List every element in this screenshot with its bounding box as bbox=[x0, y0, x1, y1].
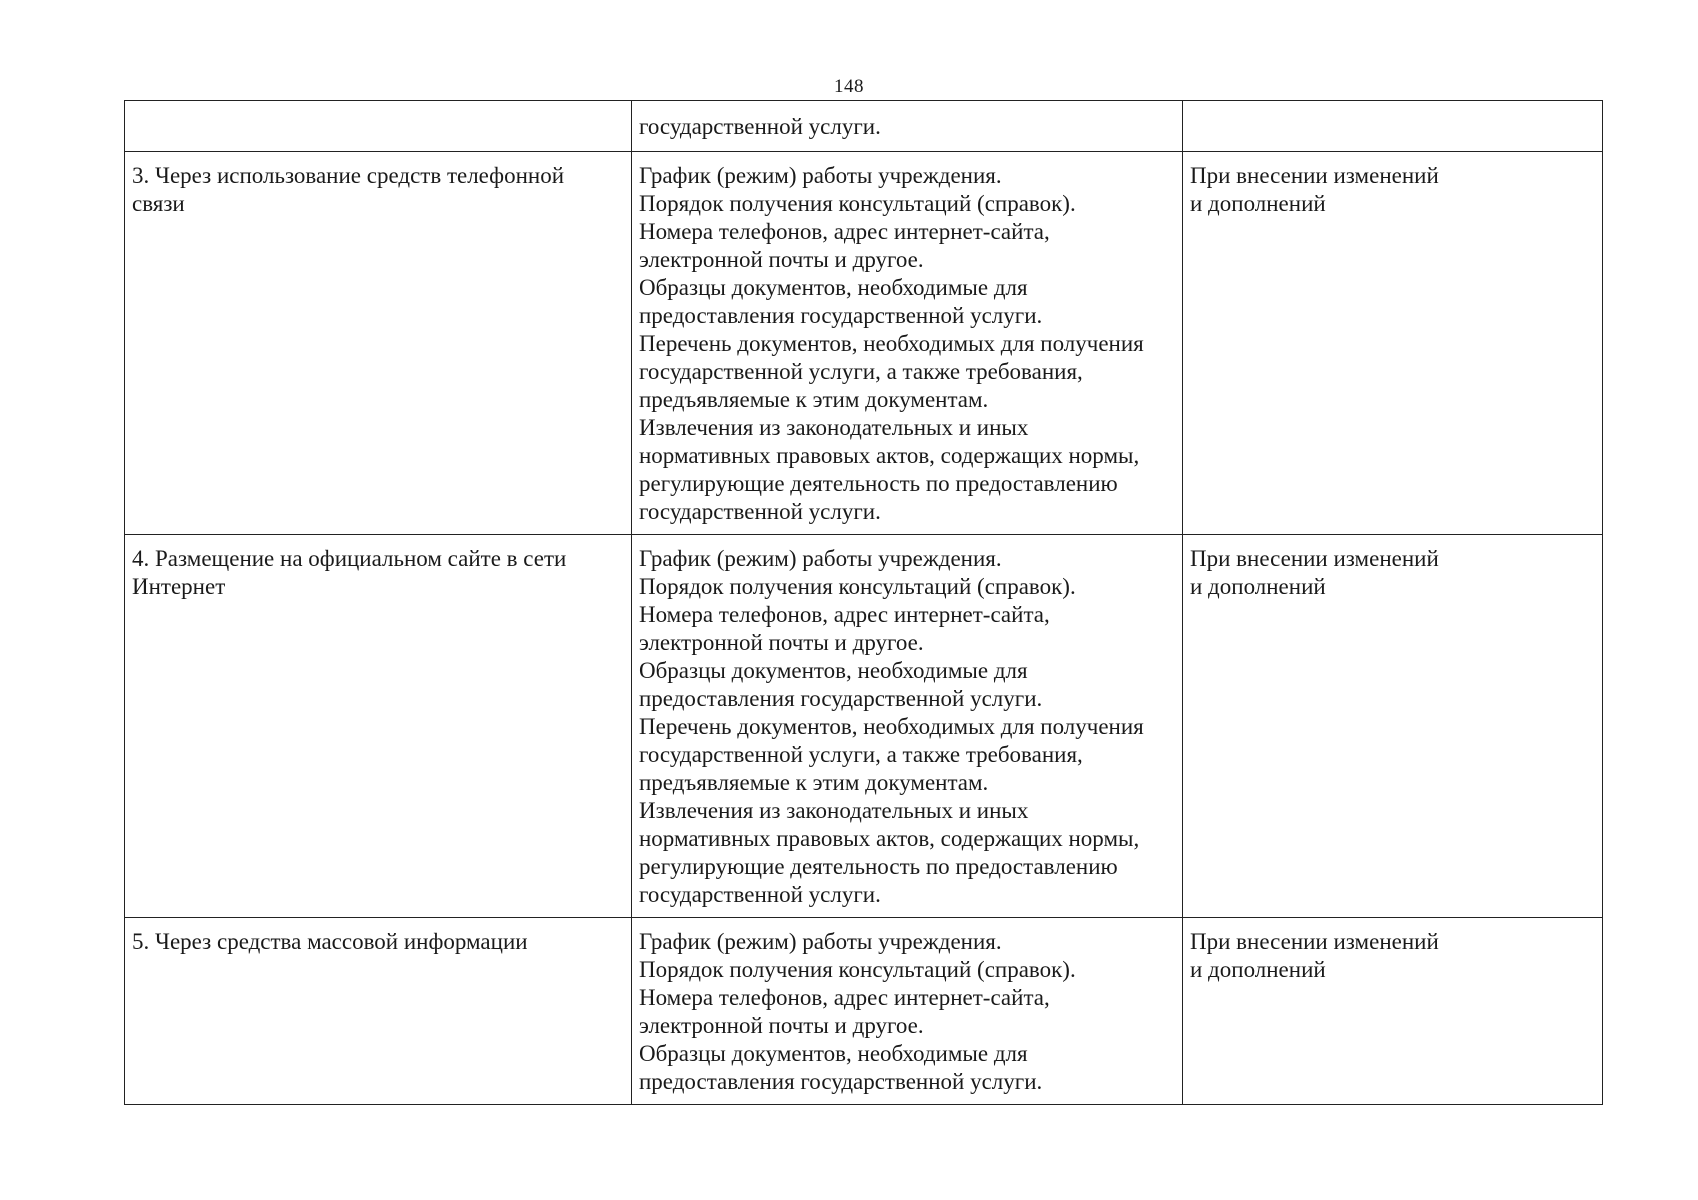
content-line: государственной услуги, а также требования, bbox=[639, 359, 1083, 384]
content-line: График (режим) работы учреждения. bbox=[639, 929, 1002, 954]
content-line: Порядок получения консультаций (справок). bbox=[639, 574, 1076, 599]
content-line: электронной почты и другое. bbox=[639, 247, 924, 272]
method-line: связи bbox=[132, 191, 185, 216]
table-row bbox=[125, 535, 1603, 918]
method-line: Интернет bbox=[132, 574, 226, 599]
content-line: государственной услуги. bbox=[639, 882, 881, 907]
method-cell bbox=[125, 101, 632, 152]
content-line: предоставления государственной услуги. bbox=[639, 303, 1043, 328]
schedule-line: При внесении изменений bbox=[1190, 546, 1439, 571]
content-line: Номера телефонов, адрес интернет-сайта, bbox=[639, 219, 1050, 244]
content-line: Извлечения из законодательных и иных bbox=[639, 415, 1029, 440]
content-line: предъявляемые к этим документам. bbox=[639, 770, 989, 795]
content-line: предоставления государственной услуги. bbox=[639, 686, 1043, 711]
schedule-cell bbox=[1183, 152, 1603, 535]
schedule-cell bbox=[1183, 535, 1603, 918]
content-line: Образцы документов, необходимые для bbox=[639, 658, 1028, 683]
page-number: 148 bbox=[834, 76, 864, 97]
table-row bbox=[125, 101, 1603, 152]
content-line: Номера телефонов, адрес интернет-сайта, bbox=[639, 602, 1050, 627]
content-line: государственной услуги. bbox=[639, 114, 881, 139]
content-line: Перечень документов, необходимых для получения bbox=[639, 714, 1144, 739]
content-line: График (режим) работы учреждения. bbox=[639, 546, 1002, 571]
content-line: электронной почты и другое. bbox=[639, 630, 924, 655]
content-cell bbox=[632, 535, 1183, 918]
schedule-line: и дополнений bbox=[1190, 574, 1326, 599]
schedule-cell bbox=[1183, 918, 1603, 1105]
method-cell bbox=[125, 918, 632, 1105]
schedule-line: и дополнений bbox=[1190, 957, 1326, 982]
content-line: Перечень документов, необходимых для получения bbox=[639, 331, 1144, 356]
content-line: Порядок получения консультаций (справок). bbox=[639, 191, 1076, 216]
method-line: 5. Через средства массовой информации bbox=[132, 929, 528, 954]
method-line: 3. Через использование средств телефонной bbox=[132, 163, 565, 188]
content-cell bbox=[632, 918, 1183, 1105]
content-line: регулирующие деятельность по предоставлению bbox=[639, 854, 1118, 879]
schedule-line: При внесении изменений bbox=[1190, 929, 1439, 954]
content-line: Порядок получения консультаций (справок). bbox=[639, 957, 1076, 982]
schedule-cell bbox=[1183, 101, 1603, 152]
content-line: государственной услуги. bbox=[639, 499, 881, 524]
content-line: государственной услуги, а также требования, bbox=[639, 742, 1083, 767]
method-cell bbox=[125, 535, 632, 918]
content-line: предоставления государственной услуги. bbox=[639, 1069, 1043, 1094]
content-line: Извлечения из законодательных и иных bbox=[639, 798, 1029, 823]
content-line: Номера телефонов, адрес интернет-сайта, bbox=[639, 985, 1050, 1010]
content-line: Образцы документов, необходимые для bbox=[639, 1041, 1028, 1066]
schedule-line: и дополнений bbox=[1190, 191, 1326, 216]
method-line: 4. Размещение на официальном сайте в сети bbox=[132, 546, 567, 571]
table-row bbox=[125, 918, 1603, 1105]
table-row bbox=[125, 152, 1603, 535]
content-line: График (режим) работы учреждения. bbox=[639, 163, 1002, 188]
content-line: Образцы документов, необходимые для bbox=[639, 275, 1028, 300]
information-methods-table bbox=[124, 100, 1603, 1105]
content-line: предъявляемые к этим документам. bbox=[639, 387, 989, 412]
content-line: нормативных правовых актов, содержащих нормы, bbox=[639, 443, 1140, 468]
content-line: регулирующие деятельность по предоставлению bbox=[639, 471, 1118, 496]
schedule-line: При внесении изменений bbox=[1190, 163, 1439, 188]
method-cell bbox=[125, 152, 632, 535]
content-line: электронной почты и другое. bbox=[639, 1013, 924, 1038]
content-cell bbox=[632, 101, 1183, 152]
content-cell bbox=[632, 152, 1183, 535]
content-line: нормативных правовых актов, содержащих нормы, bbox=[639, 826, 1140, 851]
